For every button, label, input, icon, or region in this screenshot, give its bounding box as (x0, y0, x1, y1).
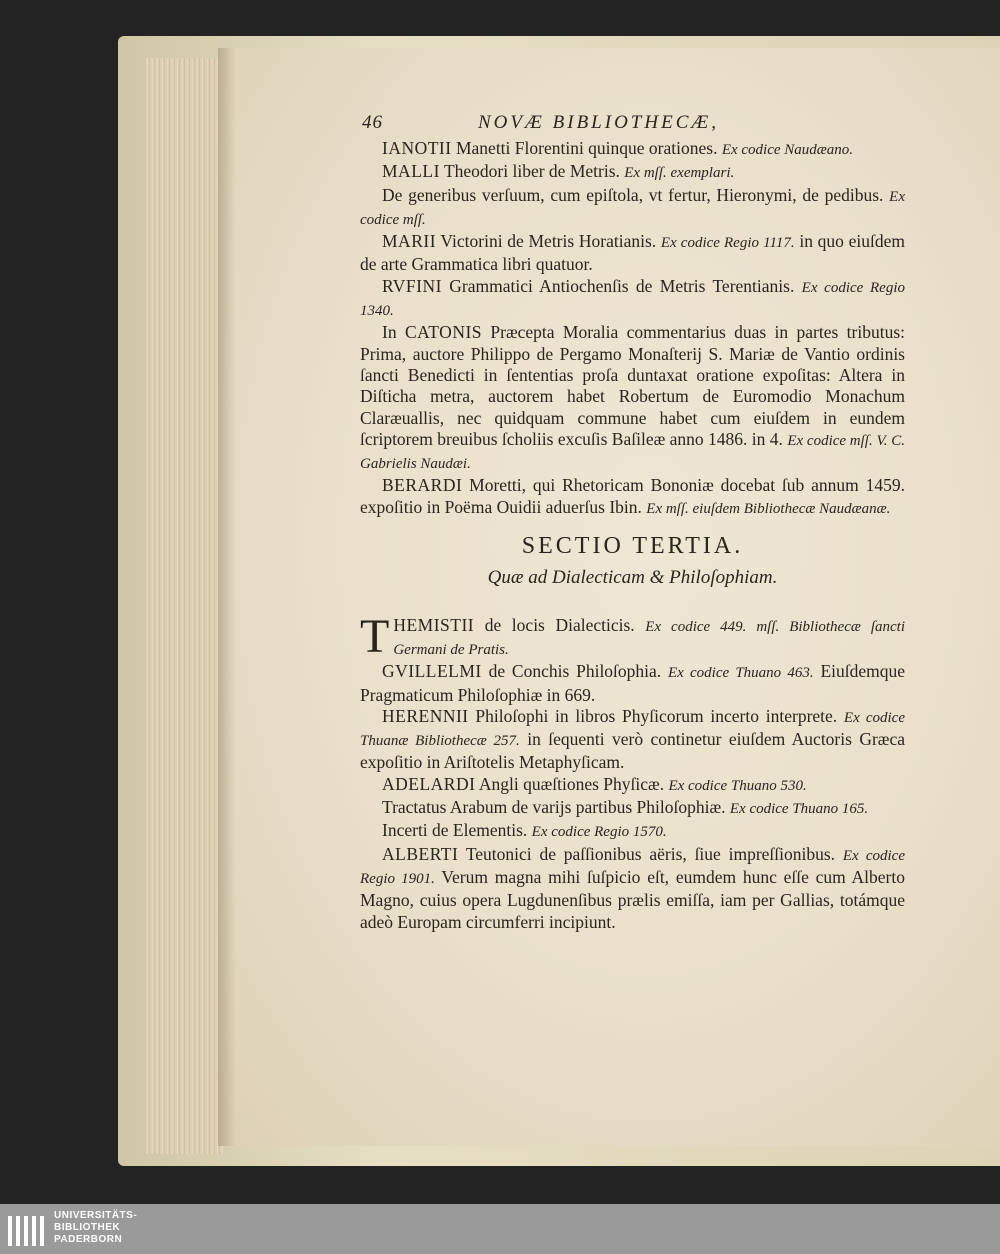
catalog-entry (360, 475, 905, 520)
catalog-entry (360, 231, 905, 276)
entry-source: Ex codice Regio 1901. (360, 847, 905, 887)
entry-description: Philoſophi in libros Phyſicorum incerto interprete. (468, 705, 844, 726)
catalog-entry (360, 797, 905, 820)
catalog-entry (360, 138, 905, 161)
gutter-shadow (218, 48, 236, 1146)
author-name: MARII (382, 231, 437, 252)
library-name-line2: BIBLIOTHEK (54, 1222, 121, 1233)
entry-continuation: Verum magna mihi ſuſpicio eſt, eumdem hunc eſſe cum Alberto Magno, cuius opera Lugdunenſibus prælis emiſſa, iam per Gallias, totámque adeò Europam circumferri incipiunt. (360, 866, 905, 932)
library-name-line3: PADERBORN (54, 1234, 123, 1245)
entry-description: Incerti de Elementis. (382, 820, 532, 841)
catalog-entry (360, 185, 905, 232)
entry-description: Manetti Florentini quinque orationes. (451, 138, 722, 158)
entry-source: Ex codice Thuano 463. (667, 665, 814, 682)
entry-description: Victorini de Metris Horatianis. (436, 231, 661, 252)
entry-source: Ex mſſ. eiuſdem Bibliothecæ Naudæanæ. (646, 500, 891, 517)
entry-continuation: in quo eiuſdem de arte Grammatica libri quatuor. (360, 231, 905, 275)
catalog-entry (360, 322, 905, 475)
catalog-entry (360, 706, 905, 774)
catalog-entry (360, 820, 905, 843)
author-name: RVFINI (382, 275, 442, 296)
entry-source: Ex codice Regio 1340. (360, 279, 905, 320)
author-name: HEMISTII (393, 614, 475, 635)
entry-description: de locis Dialecticis. (474, 614, 646, 635)
page-text (360, 112, 905, 933)
section-title: SECTIO TERTIA. (521, 533, 744, 560)
author-name: ADELARDI (382, 773, 476, 794)
entry-continuation: in ſequenti verò continetur eiuſdem Auctoris Græca expoſitio in Ariſtotelis Metaphyſicam. (360, 729, 906, 773)
library-logo-icon (6, 1210, 46, 1250)
entry-source: Ex codice Regio 1570. (531, 824, 667, 841)
entry-source: Ex codice Thuano 530. (668, 777, 807, 794)
entry-source: Ex codice Naudæano. (721, 142, 854, 158)
catalog-entry (360, 609, 905, 663)
section-subtitle: Quæ ad Dialecticam & Philoſophiam. (487, 567, 778, 589)
running-title: NOVÆ BIBLIOTHECÆ, (478, 112, 720, 133)
catalog-entry (360, 161, 905, 184)
entry-continuation: Eiuſdemque Pragmaticum Philoſophiæ in 669. (360, 661, 906, 705)
library-footer (0, 1204, 1000, 1254)
author-name: IANOTII (382, 138, 452, 158)
catalog-entry (360, 844, 905, 933)
entry-source: Ex codice mſſ. (360, 188, 905, 228)
entry-description: Tractatus Arabum de varijs partibus Philoſophiæ. (382, 797, 730, 818)
author-name: ALBERTI (382, 843, 459, 864)
entry-description: De generibus verſuum, cum epiſtola, vt fertur, Hieronymi, de pedibus. (382, 184, 890, 205)
entry-source: Ex codice Thuanæ Bibliothecæ 257. (360, 709, 906, 750)
page-stack-edges (146, 58, 224, 1154)
entry-source: Ex codice mſſ. V. C. Gabrielis Naudæi. (360, 432, 905, 473)
library-name-line1: UNIVERSITÄTS- (54, 1210, 138, 1221)
catalog-entry (360, 774, 905, 797)
entry-source: Ex mſſ. exemplari. (624, 165, 735, 182)
drop-cap-letter: T (360, 609, 390, 663)
entry-source: Ex codice Regio 1117. (660, 235, 795, 252)
entry-description: Grammatici Antiochenſis de Metris Terentianis. (441, 275, 802, 296)
author-name: HERENNII (382, 705, 469, 726)
entry-description: Moretti, qui Rhetoricam Bononiæ docebat ſub annum 1459. expoſitio in Poëma Ouidii aduerſus Ibin. (360, 475, 905, 517)
author-name: GVILLELMI (382, 661, 482, 682)
author-name: BERARDI (382, 475, 463, 496)
catalog-entry (360, 661, 905, 706)
catalog-entry (360, 276, 905, 323)
entry-description: Theodori liber de Metris. (439, 161, 625, 182)
entry-description: de Conchis Philoſophia. (481, 661, 668, 682)
author-name: CATONIS (404, 322, 483, 343)
entry-description: Teutonici de paſſionibus aëris, ſiue impreſſionibus. (458, 843, 843, 864)
entry-prefix: In (382, 322, 405, 343)
entry-list-bottom (360, 609, 906, 933)
entry-description: Præcepta Moralia commentarius duas in partes tributus: Prima, auctore Philippo de Pergamo Monaſterij S. Mariæ de Vantio ordinis ſancti Benedicti in ſententias proſa duntaxat oratione expoſitas: Altera in Diſticha metra, auctorem habet Robertum de Euromodio Monachum Claræuallis, nec quidquam commune habet cum eiuſdem in eundem ſcriptorem breuibus ſcholiis excuſis Baſileæ anno 1486. in 4. (360, 322, 905, 449)
entry-description: Angli quæſtiones Phyſicæ. (475, 773, 669, 794)
entry-list-top (360, 138, 905, 520)
entry-source: Ex codice Thuano 165. (729, 801, 869, 818)
page-number: 46 (362, 112, 383, 133)
entry-source: Ex codice 449. mſſ. Bibliothecæ ſancti Germani de Pratis. (393, 618, 905, 658)
running-header (360, 112, 905, 138)
author-name: MALLI (382, 161, 440, 182)
library-name (54, 1210, 137, 1246)
